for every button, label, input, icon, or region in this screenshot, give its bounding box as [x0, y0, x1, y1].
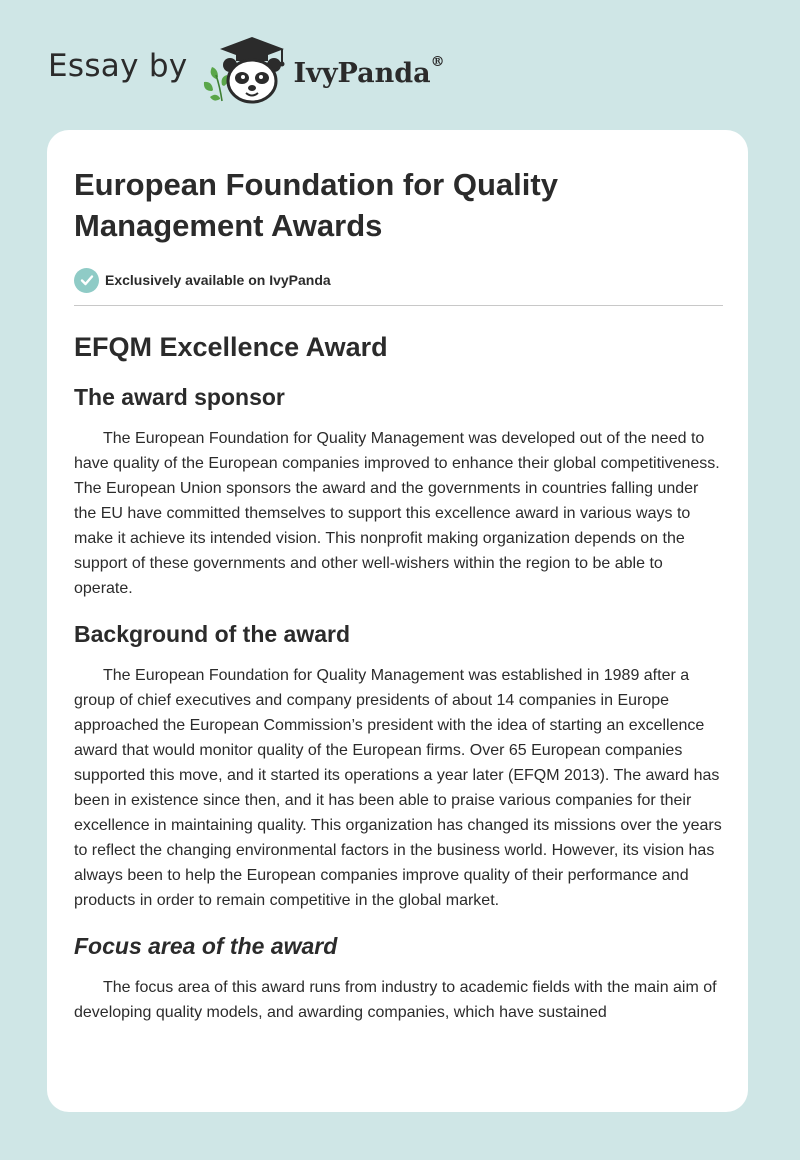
paragraph-award-sponsor: The European Foundation for Quality Management was developed out of the need to have quality of the European companies improved to enhance their global competitiveness. The European Union sponsors the award and the governments in countries falling under the EU have committed themselves to support this excellence award in various ways to make it achieve its intended vision. This nonprofit making organization depends on the support of these governments and other well-wishers within the region to be able to operate.: [74, 430, 720, 597]
panda-mascot-icon: [202, 35, 288, 105]
registered-mark: ®: [430, 53, 445, 70]
exclusive-badge: [74, 266, 723, 294]
paragraph-focus-area: The focus area of this award runs from industry to academic fields with the main aim of developing quality models, and awarding companies, which have sustained: [74, 979, 717, 1021]
ivypanda-logo[interactable]: [202, 35, 445, 105]
section-heading: EFQM Excellence Award: [74, 332, 388, 362]
essay-by-label: Essay by: [48, 48, 188, 84]
paragraph-background: The European Foundation for Quality Management was established in 1989 after a group of chief executives and company presidents of about 14 companies in Europe approached the European Commission’s president with the idea of starting an excellence award that would monitor quality of the European firms. Over 65 European companies supported this move, and it started its operations a year later (EFQM 2013). The award has been in existence since then, and it has been able to praise various companies for their excellence in maintaining quality. This organization has changed its missions over the years to reflect the changing environmental factors in the business world. However, its vision has always been to help the European companies improve quality of their performance and products in order to remain competitive in the global market.: [74, 667, 722, 909]
site-header: [48, 30, 445, 110]
divider: [74, 305, 723, 306]
essay-card: [47, 130, 748, 1112]
essay-content: [74, 164, 723, 1025]
subheading-background: Background of the award: [74, 621, 351, 647]
brand-name: IvyPanda®: [293, 53, 445, 89]
subheading-focus-area: Focus area of the award: [74, 933, 338, 959]
check-icon: [74, 268, 99, 293]
essay-title: European Foundation for Quality Management Awards: [74, 167, 558, 243]
exclusive-badge-label: Exclusively available on IvyPanda: [105, 272, 331, 288]
subheading-award-sponsor: The award sponsor: [74, 384, 285, 410]
